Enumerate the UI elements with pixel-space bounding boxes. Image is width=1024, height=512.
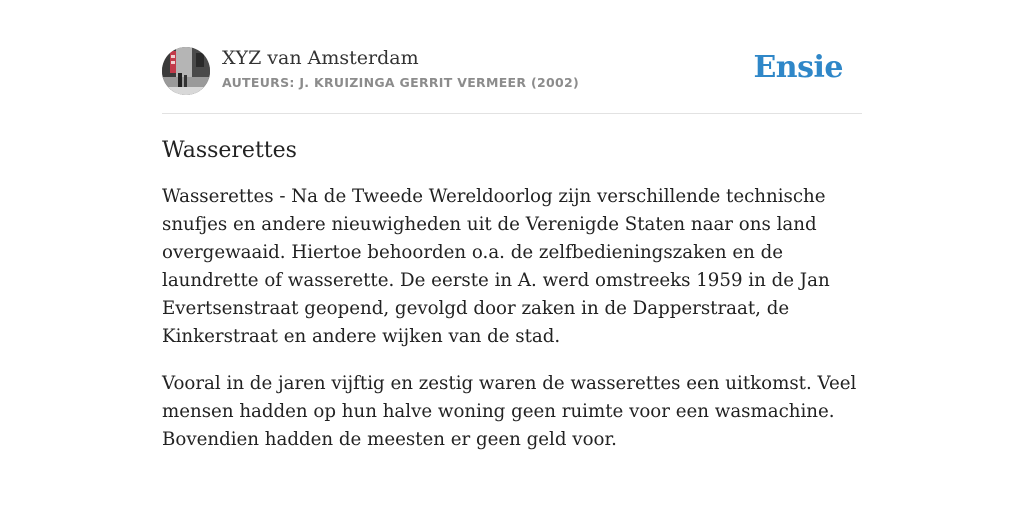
authors-line: AUTEURS: J. KRUIZINGA GERRIT VERMEER (2002) — [222, 75, 579, 90]
street-photo-avatar-icon — [162, 47, 210, 95]
article-title: Wasserettes — [162, 138, 297, 163]
article-paragraph-2: Vooral in de jaren vijftig en zestig waren de wasserettes een uitkomst. Veel mensen hadden op hun halve woning geen ruimte voor een wasmachine. Bovendien hadden de meesten er geen geld voor. — [162, 373, 857, 450]
article-paragraph-1: Wasserettes - Na de Tweede Wereldoorlog zijn verschillende technische snufjes en andere nieuwigheden uit de Verenigde Staten naar ons land overgewaaid. Hiertoe behoorden o.a. de zelfbedieningszaken en de laundrette of wasserette. De eerste in A. werd omstreeks 1959 in de Jan Evertsenstraat geopend, gevolgd door zaken in de Dapperstraat, de Kinkerstraat en andere wijken van de stad. — [162, 186, 830, 347]
source-header — [162, 44, 862, 114]
source-title[interactable]: XYZ van Amsterdam — [222, 47, 419, 69]
source-avatar[interactable] — [162, 47, 210, 95]
article-card — [162, 44, 862, 454]
ensie-logo[interactable]: Ensie — [753, 50, 843, 85]
